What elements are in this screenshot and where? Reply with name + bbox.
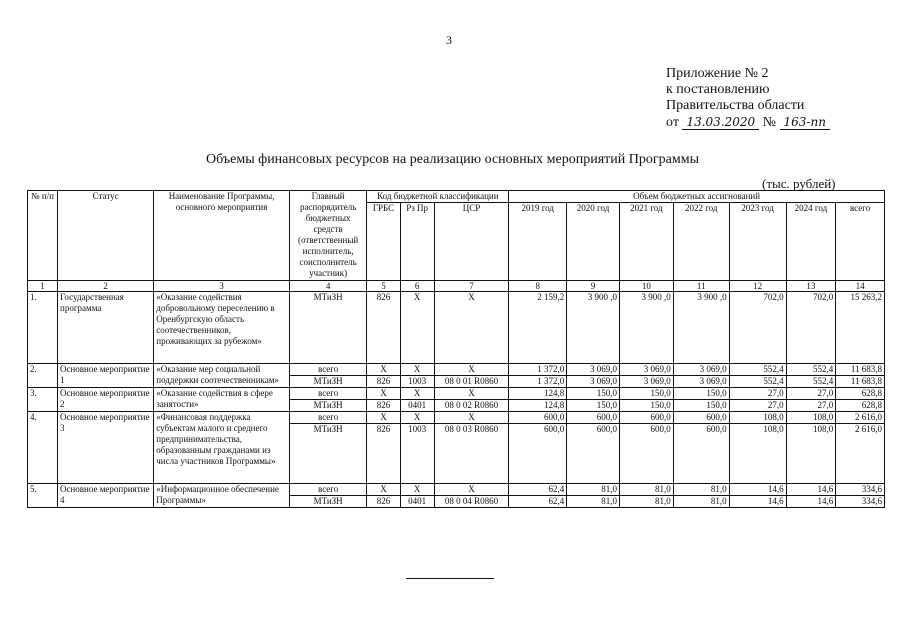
row-csr: Х [434, 484, 509, 496]
row-number: 4. [28, 412, 58, 484]
col-number: 8 [509, 281, 567, 292]
row-value: 14,6 [786, 496, 836, 508]
table-row [28, 364, 885, 376]
row-value: 1 372,0 [509, 376, 567, 388]
row-number: 2. [28, 364, 58, 388]
row-value: 600,0 [619, 424, 673, 484]
row-value: 334,6 [836, 496, 885, 508]
row-name: «Финансовая поддержка субъектам малого и среднего предпринимательства, образованным гражданами из числа участников Программы» [154, 412, 290, 484]
row-csr: Х [434, 388, 509, 400]
row-grbs: 826 [367, 424, 400, 484]
appendix-block [666, 66, 830, 131]
header-2019: 2019 год [509, 203, 567, 281]
row-grbs: 826 [367, 292, 400, 364]
row-value: 124,8 [509, 400, 567, 412]
col-number: 7 [434, 281, 509, 292]
row-rzpr: 1003 [400, 376, 434, 388]
row-grbs: 826 [367, 400, 400, 412]
appendix-line-3: Правительства области [666, 98, 805, 113]
row-value: 600,0 [673, 424, 729, 484]
row-value: 3 900 ,0 [619, 292, 673, 364]
row-value: 81,0 [567, 484, 620, 496]
row-status: Основное мероприятие 1 [58, 364, 154, 388]
row-executor: всего [289, 484, 367, 496]
handwritten-date: 13.03.2020 [682, 115, 759, 130]
row-grbs: 826 [367, 376, 400, 388]
row-rzpr: Х [400, 292, 434, 364]
header-name: Наименование Программы, основного мероприятия [154, 191, 290, 281]
header-volume: Объем бюджетных ассигнований [509, 191, 885, 203]
row-status: Основное мероприятие 3 [58, 412, 154, 484]
from-label: от [666, 115, 679, 130]
row-value: 3 069,0 [619, 364, 673, 376]
appendix-date-line [666, 114, 830, 131]
header-2022: 2022 год [673, 203, 729, 281]
row-status: Государственная программа [58, 292, 154, 364]
row-value: 3 069,0 [567, 364, 620, 376]
row-value: 27,0 [786, 388, 836, 400]
row-executor: всего [289, 412, 367, 424]
row-value: 702,0 [729, 292, 786, 364]
row-value: 14,6 [786, 484, 836, 496]
row-csr: Х [434, 292, 509, 364]
row-value: 15 263,2 [836, 292, 885, 364]
row-value: 62,4 [509, 496, 567, 508]
row-value: 600,0 [509, 412, 567, 424]
row-value: 150,0 [673, 388, 729, 400]
row-csr: Х [434, 364, 509, 376]
row-value: 2 159,2 [509, 292, 567, 364]
row-value: 3 069,0 [619, 376, 673, 388]
col-number: 4 [289, 281, 367, 292]
row-value: 552,4 [729, 364, 786, 376]
row-grbs: Х [367, 388, 400, 400]
row-csr: 08 0 02 R0860 [434, 400, 509, 412]
row-executor: МТиЗН [289, 424, 367, 484]
row-grbs: Х [367, 364, 400, 376]
header-grbs: ГРБС [367, 203, 400, 281]
row-value: 81,0 [619, 496, 673, 508]
row-value: 11 683,8 [836, 364, 885, 376]
header-budget-code: Код бюджетной классификации [367, 191, 509, 203]
row-value: 600,0 [567, 412, 620, 424]
row-grbs: 826 [367, 496, 400, 508]
header-csr: ЦСР [434, 203, 509, 281]
row-value: 108,0 [729, 424, 786, 484]
row-value: 702,0 [786, 292, 836, 364]
row-value: 81,0 [673, 484, 729, 496]
row-status: Основное мероприятие 4 [58, 484, 154, 508]
document-title: Объемы финансовых ресурсов на реализацию основных мероприятий Программы [206, 152, 699, 167]
row-executor: всего [289, 388, 367, 400]
header-status: Статус [58, 191, 154, 281]
row-value: 2 616,0 [836, 412, 885, 424]
row-value: 108,0 [786, 412, 836, 424]
row-status: Основное мероприятие 2 [58, 388, 154, 412]
row-value: 150,0 [567, 400, 620, 412]
row-number: 3. [28, 388, 58, 412]
row-value: 628,8 [836, 400, 885, 412]
col-number: 14 [836, 281, 885, 292]
row-value: 108,0 [729, 412, 786, 424]
col-number: 9 [567, 281, 620, 292]
appendix-line-1: Приложение № 2 [666, 66, 769, 81]
header-2021: 2021 год [619, 203, 673, 281]
row-executor: МТиЗН [289, 400, 367, 412]
row-value: 81,0 [673, 496, 729, 508]
row-value: 150,0 [567, 388, 620, 400]
row-value: 3 069,0 [673, 364, 729, 376]
row-executor: всего [289, 364, 367, 376]
table-row [28, 412, 885, 424]
row-value: 552,4 [729, 376, 786, 388]
units-label: (тыс. рублей) [762, 176, 836, 191]
row-value: 124,8 [509, 388, 567, 400]
row-rzpr: 0401 [400, 496, 434, 508]
row-value: 14,6 [729, 496, 786, 508]
col-number: 12 [729, 281, 786, 292]
header-2020: 2020 год [567, 203, 620, 281]
row-value: 3 900 ,0 [567, 292, 620, 364]
row-grbs: Х [367, 412, 400, 424]
row-value: 628,8 [836, 388, 885, 400]
table-row [28, 484, 885, 496]
row-grbs: Х [367, 484, 400, 496]
funding-table [27, 190, 885, 508]
row-rzpr: Х [400, 484, 434, 496]
row-rzpr: Х [400, 412, 434, 424]
row-value: 150,0 [673, 400, 729, 412]
row-value: 14,6 [729, 484, 786, 496]
row-value: 27,0 [729, 388, 786, 400]
page-number: 3 [446, 33, 452, 47]
row-executor: МТиЗН [289, 376, 367, 388]
row-value: 81,0 [619, 484, 673, 496]
end-divider [406, 578, 494, 579]
col-number: 13 [786, 281, 836, 292]
row-rzpr: 0401 [400, 400, 434, 412]
header-rzpr: Рз Пр [400, 203, 434, 281]
col-number: 5 [367, 281, 400, 292]
row-rzpr: Х [400, 364, 434, 376]
row-value: 600,0 [619, 412, 673, 424]
row-executor: МТиЗН [289, 292, 367, 364]
row-value: 334,6 [836, 484, 885, 496]
row-value: 2 616,0 [836, 424, 885, 484]
table-row [28, 388, 885, 400]
row-value: 27,0 [729, 400, 786, 412]
row-value: 3 069,0 [673, 376, 729, 388]
col-number: 2 [58, 281, 154, 292]
row-value: 600,0 [509, 424, 567, 484]
row-value: 150,0 [619, 400, 673, 412]
row-value: 81,0 [567, 496, 620, 508]
header-2024: 2024 год [786, 203, 836, 281]
col-number: 11 [673, 281, 729, 292]
col-number: 1 [28, 281, 58, 292]
header-total: всего [836, 203, 885, 281]
row-rzpr: Х [400, 388, 434, 400]
row-value: 600,0 [673, 412, 729, 424]
row-csr: 08 0 01 R0860 [434, 376, 509, 388]
row-csr: 08 0 04 R0860 [434, 496, 509, 508]
row-value: 552,4 [786, 364, 836, 376]
header-2023: 2023 год [729, 203, 786, 281]
row-value: 108,0 [786, 424, 836, 484]
row-value: 3 069,0 [567, 376, 620, 388]
row-name: «Оказание мер социальной поддержки соотечественникам» [154, 364, 290, 388]
row-value: 62,4 [509, 484, 567, 496]
appendix-line-2: к постановлению [666, 82, 770, 97]
row-value: 552,4 [786, 376, 836, 388]
table-body [28, 292, 885, 508]
row-rzpr: 1003 [400, 424, 434, 484]
header-executor: Главный распорядитель бюджетных средств (ответственный исполнитель, соисполнитель участник) [289, 191, 367, 281]
row-name: «Оказание содействия добровольному переселению в Оренбургскую область соотечественников, проживающих за рубежом» [154, 292, 290, 364]
row-name: «Оказание содействия в сфере занятости» [154, 388, 290, 412]
row-value: 3 900 ,0 [673, 292, 729, 364]
col-number: 6 [400, 281, 434, 292]
row-csr: 08 0 03 R0860 [434, 424, 509, 484]
handwritten-number: 163-пп [780, 115, 830, 130]
row-name: «Информационное обеспечение Программы» [154, 484, 290, 508]
row-value: 11 683,8 [836, 376, 885, 388]
column-number-row [28, 281, 885, 292]
col-number: 10 [619, 281, 673, 292]
row-value: 150,0 [619, 388, 673, 400]
row-value: 1 372,0 [509, 364, 567, 376]
row-value: 27,0 [786, 400, 836, 412]
row-number: 1. [28, 292, 58, 364]
row-number: 5. [28, 484, 58, 508]
row-value: 600,0 [567, 424, 620, 484]
col-number: 3 [154, 281, 290, 292]
table-row [28, 292, 885, 364]
row-executor: МТиЗН [289, 496, 367, 508]
number-label: № [762, 115, 777, 130]
row-csr: Х [434, 412, 509, 424]
header-num: № п/п [28, 191, 58, 281]
